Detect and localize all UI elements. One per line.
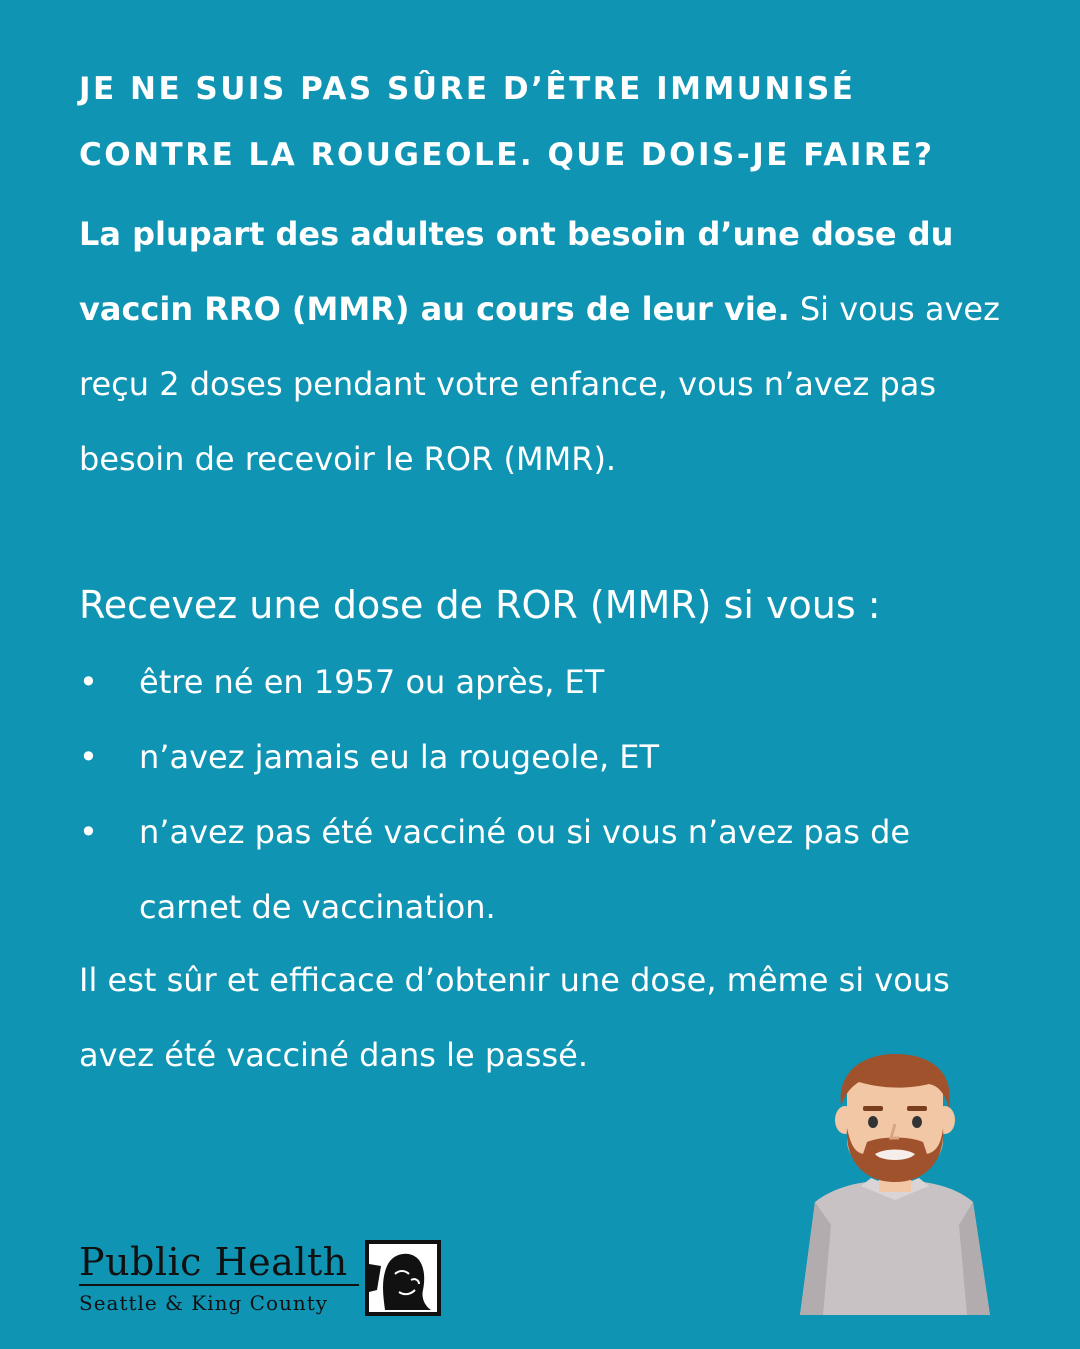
- heading-line-2: CONTRE LA ROUGEOLE. QUE DOIS-JE FAIRE?: [79, 137, 935, 173]
- bullet-icon: •: [79, 813, 98, 851]
- list-item: [79, 795, 1009, 945]
- closing-paragraph: Il est sûr et efficace d’obtenir une dose, même si vous avez été vacciné dans le passé.: [79, 961, 950, 1074]
- heading-line-1: JE NE SUIS PAS SÛRE D’ÊTRE IMMUNISÉ: [79, 71, 856, 107]
- logo-divider: [79, 1284, 359, 1286]
- logo-title: Public Health: [79, 1240, 348, 1284]
- list-item: [79, 720, 1009, 795]
- criteria-list: [79, 645, 1009, 945]
- intro-paragraph: [79, 197, 1009, 497]
- list-item-text: n’avez jamais eu la rougeole, ET: [139, 738, 660, 776]
- bullet-icon: •: [79, 663, 98, 701]
- logo-subtitle: Seattle & King County: [79, 1291, 329, 1315]
- bullet-icon: •: [79, 738, 98, 776]
- intro-body-text: Si vous avez reçu 2 doses pendant votre enfance, vous n’avez pas besoin de recevoir le ROR (MMR).: [79, 290, 1000, 478]
- bearded-man-avatar-icon: [795, 1050, 995, 1320]
- public-health-logo: [79, 1240, 441, 1316]
- portrait-seal-icon: [365, 1240, 441, 1316]
- list-item-text: n’avez pas été vacciné ou si vous n’avez pas de carnet de vaccination.: [139, 813, 911, 926]
- list-title: Recevez une dose de ROR (MMR) si vous :: [79, 583, 881, 627]
- list-item: [79, 645, 1009, 720]
- list-item-text: être né en 1957 ou après, ET: [139, 663, 605, 701]
- intro-bold-text: La plupart des adultes ont besoin d’une dose du vaccin RRO (MMR) au cours de leur vie.: [79, 215, 954, 328]
- page-heading: [79, 56, 1019, 188]
